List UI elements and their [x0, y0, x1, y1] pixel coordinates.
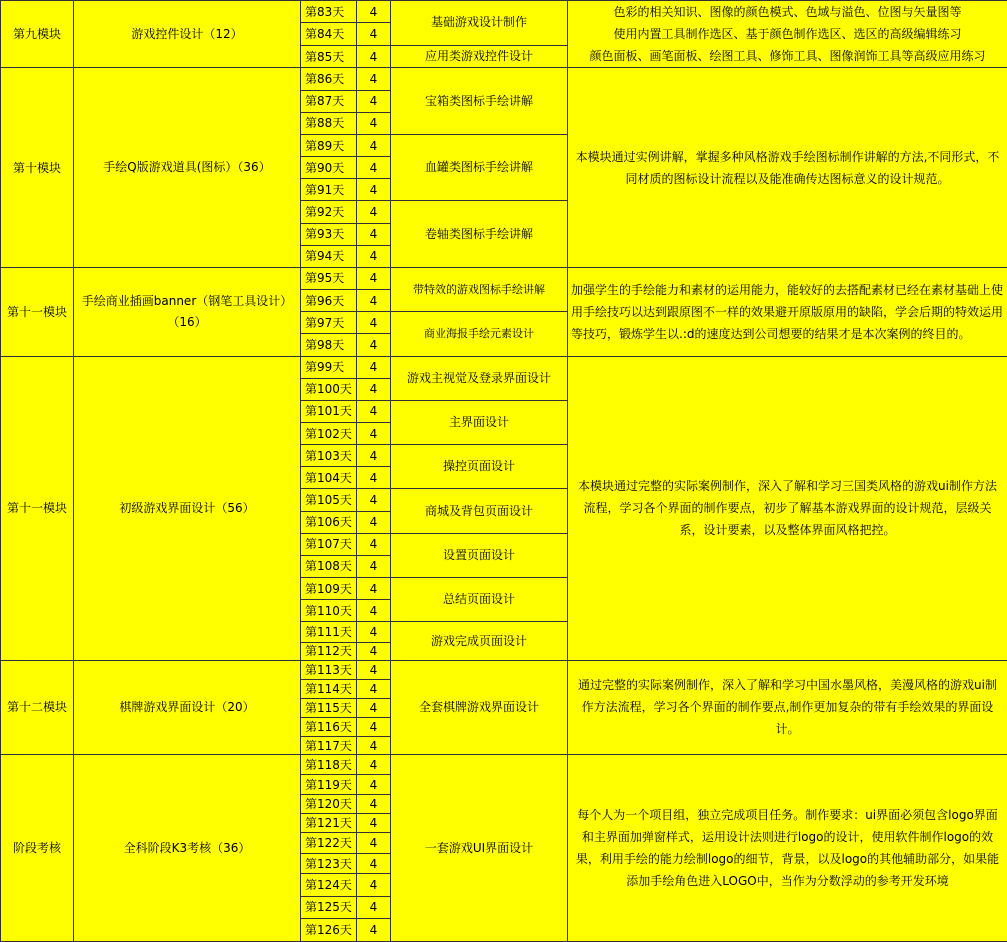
hours-cell: 4	[357, 489, 391, 511]
day-cell: 第103天	[301, 445, 357, 467]
day-cell: 第109天	[301, 578, 357, 600]
day-cell: 第88天	[301, 112, 357, 134]
course-title-cell: 全科阶段K3考核（36）	[74, 755, 301, 942]
course-title-cell: 棋牌游戏界面设计（20）	[74, 660, 301, 755]
day-cell: 第123天	[301, 854, 357, 874]
topic-cell: 商业海报手绘元素设计	[391, 312, 568, 356]
day-cell: 第90天	[301, 157, 357, 179]
day-cell: 第108天	[301, 555, 357, 577]
module-name-cell: 第十一模块	[1, 356, 74, 660]
day-cell: 第106天	[301, 511, 357, 533]
hours-cell: 4	[357, 897, 391, 918]
topic-cell: 商城及背包页面设计	[391, 489, 568, 533]
description-line: 颜色面板、画笔面板、绘图工具、修饰工具、图像润饰工具等高级应用练习	[589, 49, 986, 63]
module-name-cell: 第十二模块	[1, 660, 74, 755]
hours-cell: 4	[357, 832, 391, 853]
topic-cell: 操控页面设计	[391, 445, 568, 489]
table-row	[1, 660, 1007, 679]
topic-cell: 宝箱类图标手绘讲解	[391, 68, 568, 134]
table-row	[1, 755, 1007, 775]
day-cell: 第120天	[301, 794, 357, 813]
day-cell: 第94天	[301, 245, 357, 267]
day-cell: 第95天	[301, 267, 357, 289]
day-cell: 第100天	[301, 378, 357, 400]
day-cell: 第124天	[301, 874, 357, 897]
module-description-cell: 每个人为一个项目组，独立完成项目任务。制作要求：ui界面必须包含logo界面和主界面加弹窗样式，运用设计法则进行logo的设计，使用软件制作logo的效果，利用手绘的能力绘制logo的细节，背景，以及logo的其他辅助部分，如果能添加手绘角色进入LOGO中，当作为分数浮动的参考开发环境	[568, 755, 1007, 942]
hours-cell: 4	[357, 422, 391, 444]
hours-cell: 4	[357, 267, 391, 289]
table-row	[1, 1, 1007, 23]
course-title-cell: 手绘商业插画banner（钢笔工具设计）（16）	[74, 267, 301, 356]
hours-cell: 4	[357, 378, 391, 400]
course-title-cell: 游戏控件设计（12）	[74, 1, 301, 68]
day-cell: 第93天	[301, 223, 357, 245]
hours-cell: 4	[357, 334, 391, 356]
hours-cell: 4	[357, 68, 391, 90]
table-row	[1, 356, 1007, 378]
hours-cell: 4	[357, 642, 391, 660]
hours-cell: 4	[357, 511, 391, 533]
module-name-cell: 第十模块	[1, 68, 74, 267]
day-cell: 第97天	[301, 312, 357, 334]
curriculum-table-body	[1, 1, 1007, 942]
hours-cell: 4	[357, 718, 391, 737]
day-cell: 第101天	[301, 400, 357, 422]
hours-cell: 4	[357, 290, 391, 312]
hours-cell: 4	[357, 356, 391, 378]
hours-cell: 4	[357, 813, 391, 832]
day-cell: 第113天	[301, 660, 357, 679]
day-cell: 第102天	[301, 422, 357, 444]
hours-cell: 4	[357, 555, 391, 577]
day-cell: 第126天	[301, 918, 357, 941]
day-cell: 第116天	[301, 718, 357, 737]
day-cell: 第87天	[301, 90, 357, 112]
module-name-cell: 第十一模块	[1, 267, 74, 356]
course-title-cell: 手绘Q版游戏道具(图标）（36）	[74, 68, 301, 267]
hours-cell: 4	[357, 445, 391, 467]
day-cell: 第114天	[301, 679, 357, 698]
module-description-cell: 本模块通过实例讲解，掌握多种风格游戏手绘图标制作讲解的方法,不同形式，不同材质的图标设计流程以及能准确传达图标意义的设计规范。	[568, 68, 1007, 267]
hours-cell: 4	[357, 223, 391, 245]
day-cell: 第115天	[301, 698, 357, 717]
topic-cell: 基础游戏设计制作	[391, 1, 568, 46]
day-cell: 第96天	[301, 290, 357, 312]
table-row	[1, 68, 1007, 90]
topic-cell: 一套游戏UI界面设计	[391, 755, 568, 942]
hours-cell: 4	[357, 157, 391, 179]
hours-cell: 4	[357, 794, 391, 813]
hours-cell: 4	[357, 679, 391, 698]
day-cell: 第84天	[301, 23, 357, 45]
topic-cell: 卷轴类图标手绘讲解	[391, 201, 568, 267]
hours-cell: 4	[357, 600, 391, 622]
module-description-cell: 通过完整的实际案例制作，深入了解和学习中国水墨风格，美漫风格的游戏ui制作方法流程，学习各个界面的制作要点,制作更加复杂的带有手绘效果的界面设计。	[568, 660, 1007, 755]
day-cell: 第111天	[301, 622, 357, 642]
hours-cell: 4	[357, 775, 391, 794]
day-cell: 第83天	[301, 1, 357, 23]
day-cell: 第85天	[301, 45, 357, 68]
day-cell: 第104天	[301, 467, 357, 489]
topic-cell: 全套棋牌游戏界面设计	[391, 660, 568, 755]
hours-cell: 4	[357, 312, 391, 334]
hours-cell: 4	[357, 737, 391, 755]
topic-cell: 应用类游戏控件设计	[391, 45, 568, 68]
day-cell: 第105天	[301, 489, 357, 511]
hours-cell: 4	[357, 112, 391, 134]
day-cell: 第110天	[301, 600, 357, 622]
day-cell: 第118天	[301, 755, 357, 775]
day-cell: 第117天	[301, 737, 357, 755]
hours-cell: 4	[357, 755, 391, 775]
hours-cell: 4	[357, 854, 391, 874]
day-cell: 第112天	[301, 642, 357, 660]
table-row	[1, 267, 1007, 289]
hours-cell: 4	[357, 874, 391, 897]
hours-cell: 4	[357, 533, 391, 555]
hours-cell: 4	[357, 1, 391, 23]
hours-cell: 4	[357, 23, 391, 45]
hours-cell: 4	[357, 179, 391, 201]
day-cell: 第125天	[301, 897, 357, 918]
module-name-cell: 阶段考核	[1, 755, 74, 942]
day-cell: 第91天	[301, 179, 357, 201]
module-description-cell	[568, 1, 1007, 68]
day-cell: 第121天	[301, 813, 357, 832]
module-description-cell: 加强学生的手绘能力和素材的运用能力，能较好的去搭配素材已经在素材基础上使用手绘技巧以达到跟原图不一样的效果避开原版原用的缺陷，学会后期的特效运用等技巧，锻炼学生以.:d的速度达到公司想要的结果才是本次案例的终目的。	[568, 267, 1007, 356]
day-cell: 第99天	[301, 356, 357, 378]
topic-cell: 总结页面设计	[391, 578, 568, 622]
day-cell: 第107天	[301, 533, 357, 555]
day-cell: 第122天	[301, 832, 357, 853]
topic-cell: 游戏完成页面设计	[391, 622, 568, 660]
hours-cell: 4	[357, 578, 391, 600]
hours-cell: 4	[357, 45, 391, 68]
module-description-cell: 本模块通过完整的实际案例制作，深入了解和学习三国类风格的游戏ui制作方法流程，学习各个界面的制作要点，初步了解基本游戏界面的设计规范，层级关系，设计要素，以及整体界面风格把控。	[568, 356, 1007, 660]
day-cell: 第98天	[301, 334, 357, 356]
hours-cell: 4	[357, 467, 391, 489]
hours-cell: 4	[357, 400, 391, 422]
day-cell: 第86天	[301, 68, 357, 90]
module-name-cell: 第九模块	[1, 1, 74, 68]
day-cell: 第89天	[301, 134, 357, 156]
topic-cell: 游戏主视觉及登录界面设计	[391, 356, 568, 400]
hours-cell: 4	[357, 918, 391, 941]
hours-cell: 4	[357, 698, 391, 717]
hours-cell: 4	[357, 660, 391, 679]
hours-cell: 4	[357, 622, 391, 642]
course-title-cell: 初级游戏界面设计（56）	[74, 356, 301, 660]
hours-cell: 4	[357, 90, 391, 112]
day-cell: 第119天	[301, 775, 357, 794]
topic-cell: 带特效的游戏图标手绘讲解	[391, 267, 568, 311]
topic-cell: 血罐类图标手绘讲解	[391, 134, 568, 200]
description-line: 色彩的相关知识、图像的颜色模式、色域与溢色、位图与矢量图等	[613, 5, 962, 19]
topic-cell: 设置页面设计	[391, 533, 568, 577]
description-line: 使用内置工具制作选区、基于颜色制作选区、选区的高级编辑练习	[613, 27, 962, 41]
topic-cell: 主界面设计	[391, 400, 568, 444]
day-cell: 第92天	[301, 201, 357, 223]
hours-cell: 4	[357, 201, 391, 223]
hours-cell: 4	[357, 245, 391, 267]
hours-cell: 4	[357, 134, 391, 156]
